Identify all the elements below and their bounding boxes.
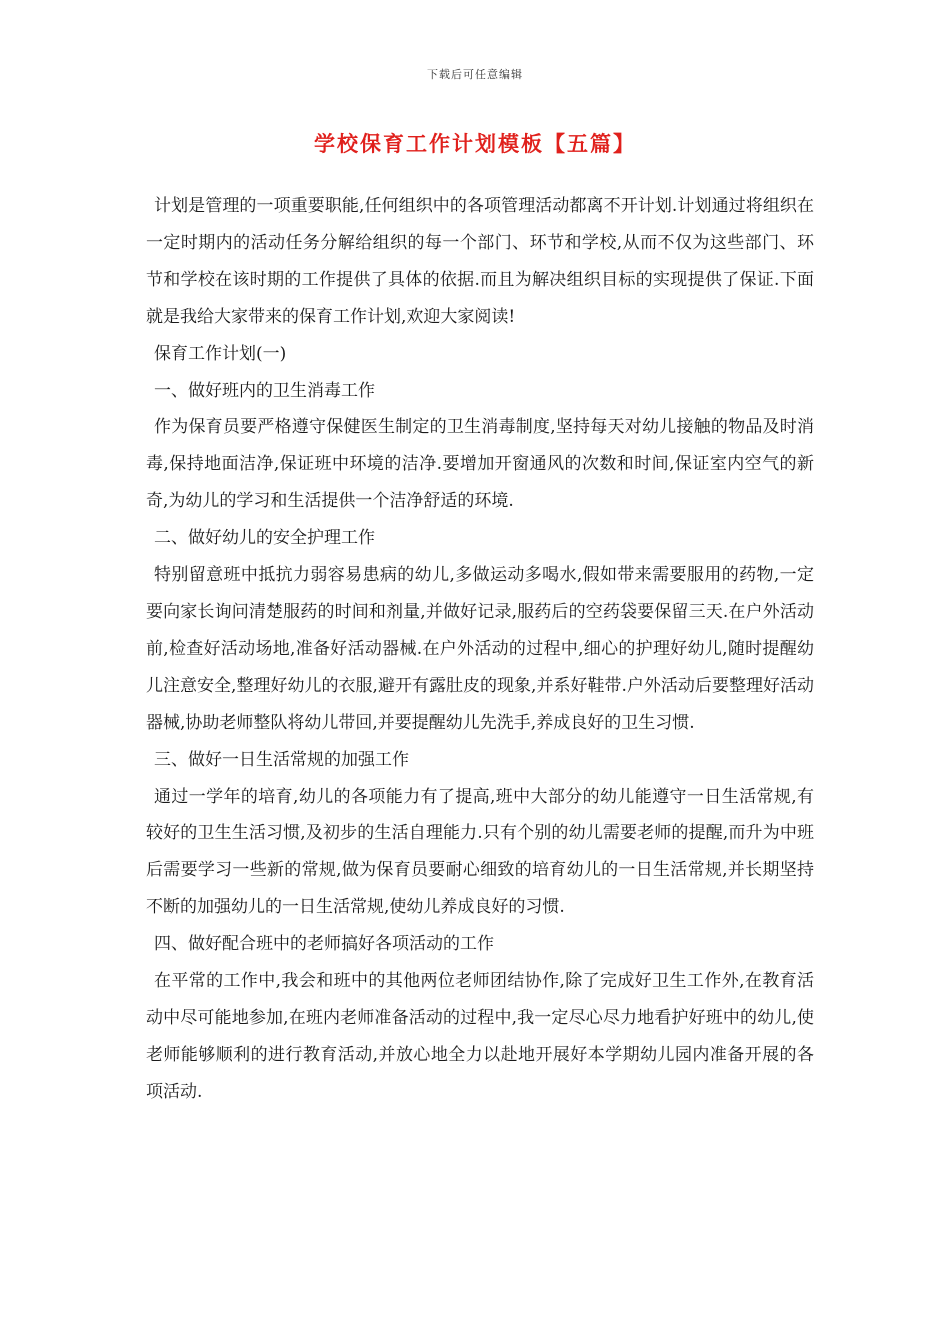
section-heading-1: 一、做好班内的卫生消毒工作	[154, 380, 375, 401]
section-heading-2: 二、做好幼儿的安全护理工作	[154, 528, 375, 549]
document-body	[146, 188, 814, 1111]
document-title: 学校保育工作计划模板【五篇】	[314, 131, 636, 156]
section-paragraph-4: 在平常的工作中,我会和班中的其他两位老师团结协作,除了完成好卫生工作外,在教育活动中尽可能地参加,在班内老师准备活动的过程中,我一定尽心尽力地看护好班中的幼儿,使老师能够顺利的进行教育活动,并放心地全力以赴地开展好本学期幼儿园内准备开展的各项活动.	[146, 971, 814, 1102]
section-paragraph-3: 通过一学年的培育,幼儿的各项能力有了提高,班中大部分的幼儿能遵守一日生活常规,有较好的卫生生活习惯,及初步的生活自理能力.只有个别的幼儿需要老师的提醒,而升为中班后需要学习一些新的常规,做为保育员要耐心细致的培育幼儿的一日生活常规,并长期坚持不断的加强幼儿的一日生活常规,使幼儿养成良好的习惯.	[146, 786, 814, 918]
section-heading-3: 三、做好一日生活常规的加强工作	[154, 749, 409, 770]
page-header-note: 下载后可任意编辑	[427, 68, 523, 81]
section-paragraph-2: 特别留意班中抵抗力弱容易患病的幼儿,多做运动多喝水,假如带来需要服用的药物,一定要向家长询问清楚服药的时间和剂量,并做好记录,服药后的空药袋要保留三天.在户外活动前,检查好活动场地,准备好活动器械.在户外活动的过程中,细心的护理好幼儿,随时提醒幼儿注意安全,整理好幼儿的衣服,避开有露肚皮的现象,并系好鞋带.户外活动后要整理好活动器械,协助老师整队将幼儿带回,并要提醒幼儿先洗手,养成良好的卫生习惯.	[146, 565, 814, 733]
section-paragraph-1: 作为保育员要严格遵守保健医生制定的卫生消毒制度,坚持每天对幼儿接触的物品及时消毒,保持地面洁净,保证班中环境的洁净.要增加开窗通风的次数和时间,保证室内空气的新奇,为幼儿的学习和生活提供一个洁净舒适的环境.	[146, 417, 814, 512]
intro-paragraph: 计划是管理的一项重要职能,任何组织中的各项管理活动都离不开计划.计划通过将组织在一定时期内的活动任务分解给组织的每一个部门、环节和学校,从而不仅为这些部门、环节和学校在该时期的工作提供了具体的依据.而且为解决组织目标的实现提供了保证.下面就是我给大家带来的保育工作计划,欢迎大家阅读!	[146, 196, 814, 327]
plan-heading: 保育工作计划(一)	[154, 343, 287, 364]
section-heading-4: 四、做好配合班中的老师搞好各项活动的工作	[154, 934, 494, 955]
